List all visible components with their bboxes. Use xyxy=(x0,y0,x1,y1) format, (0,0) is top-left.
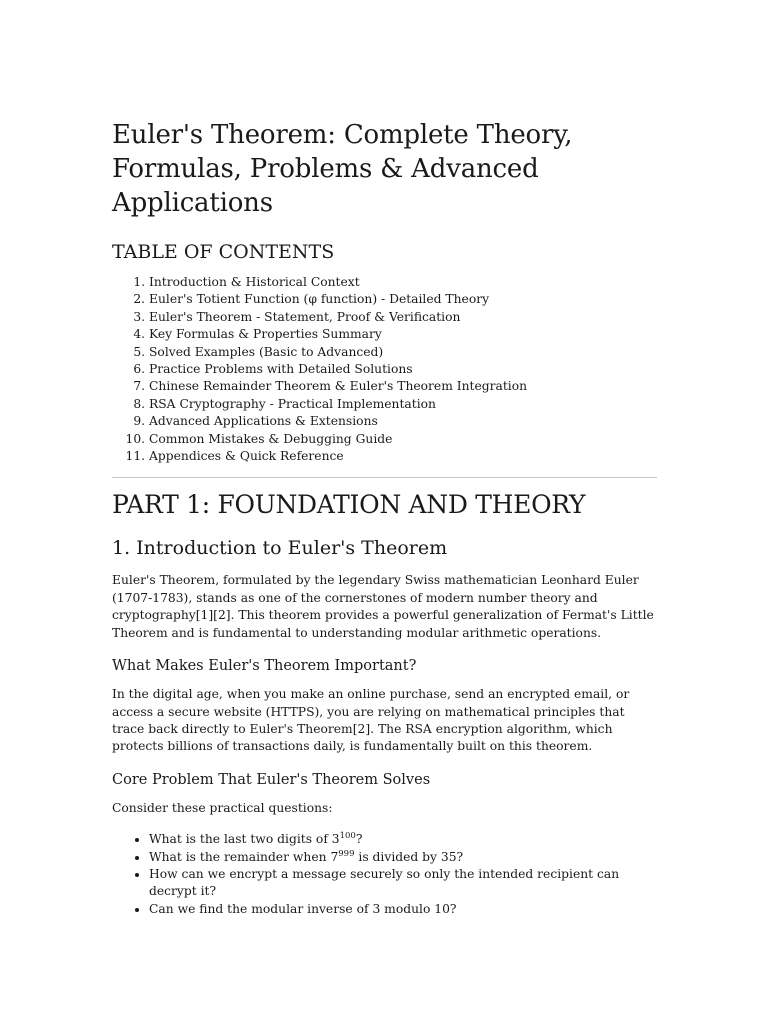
core-problem-lead: Consider these practical questions: xyxy=(112,800,333,815)
toc-item[interactable]: 10. Common Mistakes & Debugging Guide xyxy=(149,431,657,448)
question-text: What is the last two digits of xyxy=(149,832,332,847)
list-item xyxy=(149,849,657,866)
toc-item[interactable]: 2. Euler's Totient Function (φ function) - Detailed Theory xyxy=(149,291,657,308)
section-divider xyxy=(112,477,657,478)
question-text: ? xyxy=(355,832,363,847)
toc-item[interactable]: 11. Appendices & Quick Reference xyxy=(149,448,657,465)
math-exponent: 100 xyxy=(339,831,356,842)
section-heading: 1. Introduction to Euler's Theorem xyxy=(112,537,448,560)
math-base: 3 xyxy=(331,832,340,847)
document-page xyxy=(112,118,657,918)
math-base: 7 xyxy=(330,849,339,864)
core-problem-heading: Core Problem That Euler's Theorem Solves xyxy=(112,771,431,788)
part-heading: PART 1: FOUNDATION AND THEORY xyxy=(112,490,586,520)
list-item xyxy=(149,831,657,848)
question-text: What is the remainder when xyxy=(149,849,331,864)
list-item: • How can we encrypt a message securely so only the intended recipient can decrypt it? xyxy=(149,866,657,901)
toc-item[interactable]: 4. Key Formulas & Properties Summary xyxy=(149,326,657,343)
question-text: is divided by 35? xyxy=(354,849,464,864)
table-of-contents xyxy=(112,274,657,465)
toc-item[interactable]: 7. Chinese Remainder Theorem & Euler's Theorem Integration xyxy=(149,378,657,395)
list-item: • Can we find the modular inverse of 3 modulo 10? xyxy=(149,901,657,918)
document-title: Euler's Theorem: Complete Theory, Formulas, Problems & Advanced Applications xyxy=(112,120,573,218)
questions-list xyxy=(112,831,657,918)
toc-item[interactable]: 9. Advanced Applications & Extensions xyxy=(149,413,657,430)
toc-heading: TABLE OF CONTENTS xyxy=(112,241,335,263)
toc-item[interactable]: 6. Practice Problems with Detailed Solutions xyxy=(149,361,657,378)
toc-item[interactable]: 1. Introduction & Historical Context xyxy=(149,274,657,291)
math-exponent: 999 xyxy=(338,848,355,859)
toc-item[interactable]: 8. RSA Cryptography - Practical Implementation xyxy=(149,396,657,413)
importance-paragraph: In the digital age, when you make an online purchase, send an encrypted email, or access a secure website (HTTPS), you are relying on mathematical principles that trace back directly to Euler's Theorem[2]. The RSA encryption algorithm, which protects billions of transactions daily, is fundamentally built on this theorem. xyxy=(112,687,630,754)
toc-item[interactable]: 5. Solved Examples (Basic to Advanced) xyxy=(149,344,657,361)
intro-paragraph: Euler's Theorem, formulated by the legendary Swiss mathematician Leonhard Euler (1707-1783), stands as one of the cornerstones of modern number theory and cryptography[1][2]. This theorem provides a powerful generalization of Fermat's Little Theorem and is fundamental to understanding modular arithmetic operations. xyxy=(112,573,654,640)
toc-item[interactable]: 3. Euler's Theorem - Statement, Proof & Verification xyxy=(149,309,657,326)
importance-heading: What Makes Euler's Theorem Important? xyxy=(112,658,417,675)
